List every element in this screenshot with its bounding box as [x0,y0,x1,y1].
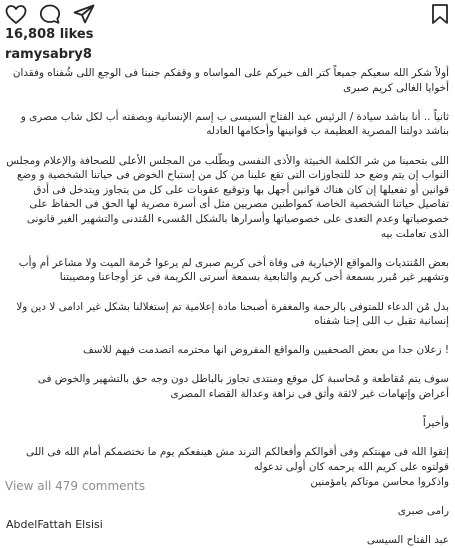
signature-english-arabic: عبد الفتاح السيسى [366,534,449,546]
caption-paragraph: أولاً شكر الله سعيكم جميعاً كتر الف خيركم على المواساه و وقفكم جنبنا فى الوجع اللى شُفناه وفقدان أخوايا الغالى كريم صبرى [12,67,449,94]
bookmark-icon[interactable] [428,3,452,25]
heart-icon[interactable] [4,3,28,25]
caption-paragraph: ثانياً .. أنا بناشد سيادة / الرئيس عبد الفتاح السيسى ب إسم الإنسانية وبصفته أب لكل شاب مصرى و بناشد دولتنا المصرية العظيمة ب قوانينها وأحكامها العادله [20,110,449,138]
caption-closing-line: واذكروا محاسن موتاكم يامؤمنين [310,475,449,488]
view-all-comments-link[interactable]: View all 479 comments [5,479,146,493]
caption-paragraph: بعض المُنتديات والمواقع الإخبارية فى وفاة أخى كريم صبرى لم يرعوا حُرمة الميت ولا مشاعر أم وأب وتشهير غير مُبرر بسمعة أخى كريم والتابعية بسمعة أسرتى الكريمة فى عز أوجاعنا ومصيبتنا [18,256,449,284]
post-author-username[interactable]: ramysabry8 [5,47,92,62]
share-icon[interactable] [72,3,96,25]
caption-paragraph: سوف يتم مُقاطعة و مُحاسبة كل موقع ومنتدى تجاوز بالباطل دون وجه حق بالتشهير والخوض فى أعراض وإتهامات غير لائقة وأثق فى نزاهة وعدالة القضاء المصرى [37,373,449,401]
caption-paragraph: وأخيراً [422,417,449,430]
caption-paragraph: ! زعلان جدا من بعض الصحفيين والمواقع المفروض انها محترمه اتصدمت فيهم للاسف [82,344,449,357]
caption-closing-line: إتقوا الله فى مهنتكم وفى أقوالكم وأفعالكم الترند مش هينفعكم يوم ما نختصمكم أمام الله فى اللى قولتوه على كريم الله يرحمه كان أولى تدعوله [25,446,449,474]
post-action-bar [0,0,455,28]
likes-count[interactable]: 16,808 likes [5,27,94,42]
caption-paragraph: اللى بتحمينا من شر الكلمة الخبيثة والأذى النفسى وبطّلب من المجلس الأعلى للصحافة والإعلام ومجلس النواب إن يتم وضع حد للتجاوزات التى تقع علينا من كل من إستباح الخوض فى حياتنا الشخصية و وضع قوانين أو تفعيلها إن كان هناك قوانين أجهل بها وتوقيع عقوبات على كل من يتجاوز ويتدخل فى أدق تفاصيل حياتنا الشخصية الخاصة كمواطنين مصريين مثل أى أسرة مصرية لها الحق فى الحفاظ على خصوصياتها وعدم التعدى على خصوصياتها وأسرارها بالشكل المُسىء المُتدنى والتشهير الغير قانونى الذى تعاملت بيه [6,154,449,240]
caption-paragraph: بدل مُن الدعاء للمتوفى بالرحمة والمغفرة أصبحنا مادة إعلامية تم إستغلالنا بشكل غير ادامى لا دين ولا إنسانية تقبل ب اللى إحنا شفناه [16,300,449,328]
comment-icon[interactable] [38,3,62,25]
signature-english: AbdelFattah Elsisi [6,518,103,532]
signature-arabic: رامى صبرى [397,504,449,517]
